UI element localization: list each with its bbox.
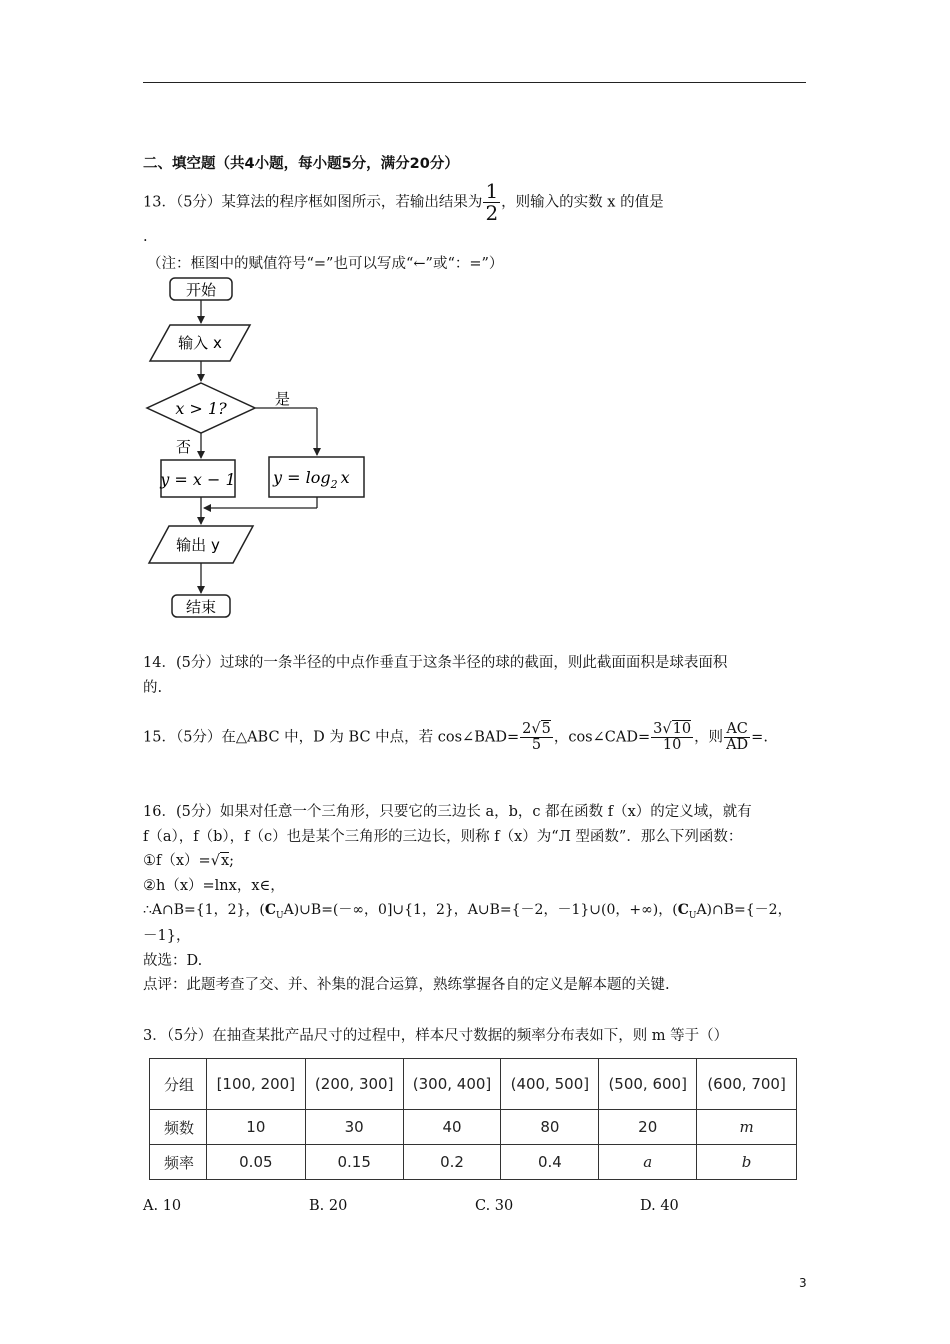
header-rule <box>143 82 806 83</box>
table-cell: (400, 500] <box>501 1059 599 1110</box>
frequency-table <box>149 1058 797 1180</box>
q15-suffix: =. <box>751 729 768 746</box>
option-c: C. 30 <box>475 1198 514 1214</box>
q15-frac2-num: 3√10 <box>653 721 692 737</box>
q16-line5-u1: U <box>276 910 284 921</box>
table-cell: 30 <box>305 1110 403 1145</box>
q13-suffix: ，则输入的实数 x 的值是 <box>501 194 664 211</box>
q16-item1-prefix: ①f（x）= <box>143 853 211 869</box>
q15-frac3-den: AD <box>726 737 749 754</box>
table-cell: [100, 200] <box>206 1059 305 1110</box>
q15-frac3 <box>724 722 750 753</box>
q15-frac2 <box>651 722 693 753</box>
q13-fraction <box>483 181 500 224</box>
table-row <box>150 1145 797 1180</box>
table-cell: (300, 400] <box>403 1059 501 1110</box>
table-cell: 频率 <box>150 1145 207 1180</box>
end-label: 结束 <box>185 598 217 616</box>
q16-comment: 点评：此题考查了交、并、补集的混合运算，熟练掌握各自的定义是解本题的关键. <box>143 977 670 993</box>
q16-line5 <box>143 899 792 921</box>
table-cell: 0.4 <box>501 1145 599 1180</box>
q13-note: （注：框图中的赋值符号“=”也可以写成“←”或“：=”） <box>147 256 504 272</box>
q15-frac1-num: 2√5 <box>522 721 551 737</box>
yes-process-base: 2 <box>330 478 338 491</box>
table-cell: 0.2 <box>403 1145 501 1180</box>
table-cell: b <box>697 1145 797 1180</box>
q16-line6: －1}， <box>143 928 191 944</box>
section-heading: 二、填空题（共4小题，每小题5分，满分20分） <box>143 156 459 172</box>
q16-answer: 故选：D. <box>143 953 203 969</box>
table-cell: 40 <box>403 1110 501 1145</box>
yes-process-x: x <box>340 468 350 487</box>
table-cell: 80 <box>501 1110 599 1145</box>
q15-frac3-num: AC <box>724 722 750 738</box>
q15-mid2: ，则 <box>694 729 724 746</box>
q16-line5-b: A)∪B=(－∞，0]∪{1，2}，A∪B={－2，－1}∪(0，+∞)，( <box>283 902 678 918</box>
table-cell: 10 <box>206 1110 305 1145</box>
q16-line5-a: ∴A∩B={1，2}，( <box>143 902 265 918</box>
q16-item1: ①f（x）=√x; <box>143 853 235 869</box>
flowchart <box>140 275 380 625</box>
q15-frac2-den: 10 <box>662 737 682 754</box>
table-cell: 0.15 <box>305 1145 403 1180</box>
option-a: A. 10 <box>143 1198 182 1214</box>
input-label: 输入 x <box>178 334 222 352</box>
q16-line2: f（a），f（b），f（c）也是某个三角形的三边长，则称 f（x）为“Л 型函数”．那么下列函数： <box>143 829 743 845</box>
q13-dot: . <box>143 229 148 245</box>
q16-item1-suffix: ; <box>229 853 235 869</box>
q14-line1: 14．(5分）过球的一条半径的中点作垂直于这条半径的球的截面，则此截面面积是球表面积 <box>143 655 728 671</box>
table-cell: 20 <box>599 1110 697 1145</box>
q16-line5-u2: U <box>688 910 697 921</box>
option-d: D. 40 <box>640 1198 679 1214</box>
output-label: 输出 y <box>176 536 220 554</box>
start-label: 开始 <box>185 281 217 299</box>
q13-frac-num: 1 <box>485 179 499 203</box>
table-cell: 0.05 <box>206 1145 305 1180</box>
q13-frac-den: 2 <box>485 201 499 225</box>
option-b: B. 20 <box>309 1198 348 1214</box>
page-number: 3 <box>799 1276 807 1290</box>
q16-item1-rad: x <box>220 853 230 869</box>
q15-prefix: 15．（5分）在△ABC 中，D 为 BC 中点，若 cos∠BAD= <box>143 729 520 746</box>
decision-label: x > 1? <box>175 399 227 418</box>
no-process-label: y = x − 1 <box>160 470 236 489</box>
yes-process-label <box>272 468 350 491</box>
no-label: 否 <box>176 438 192 456</box>
q16-line1: 16．(5分）如果对任意一个三角形，只要它的三边长 a，b，c 都在函数 f（x）的定义域，就有 <box>143 804 752 820</box>
q15-frac1 <box>520 722 553 753</box>
table-row <box>150 1110 797 1145</box>
q3-text: 3．（5分）在抽查某批产品尺寸的过程中，样本尺寸数据的频率分布表如下，则 m 等于（） <box>143 1028 729 1044</box>
yes-process-y: y = log <box>273 468 331 487</box>
q16-item2: ②h（x）=lnx，x∈， <box>143 878 285 894</box>
q15-frac1-rad: 5 <box>541 721 551 737</box>
q16-line5-d: A)∩B={－2， <box>696 902 792 918</box>
question-15 <box>143 722 768 753</box>
table-cell: (200, 300] <box>305 1059 403 1110</box>
q16-line5-c2: C <box>677 902 689 918</box>
table-cell: a <box>599 1145 697 1180</box>
q15-mid: ，cos∠CAD= <box>553 729 651 746</box>
yes-label: 是 <box>275 390 291 408</box>
table-cell: (500, 600] <box>599 1059 697 1110</box>
table-cell: 频数 <box>150 1110 207 1145</box>
table-header-row <box>150 1059 797 1110</box>
q15-frac1-coef: 2 <box>522 721 532 737</box>
q15-frac1-den: 5 <box>531 737 542 754</box>
question-13 <box>143 181 664 224</box>
q15-frac2-coef: 3 <box>653 721 663 737</box>
table-cell: (600, 700] <box>697 1059 797 1110</box>
table-cell: 分组 <box>150 1059 207 1110</box>
table-cell: m <box>697 1110 797 1145</box>
q13-prefix: 13．（5分）某算法的程序框如图所示，若输出结果为 <box>143 194 483 211</box>
q14-line2: 的. <box>143 680 163 696</box>
q15-frac2-rad: 10 <box>672 721 692 737</box>
q16-line5-c1: C <box>264 902 277 918</box>
